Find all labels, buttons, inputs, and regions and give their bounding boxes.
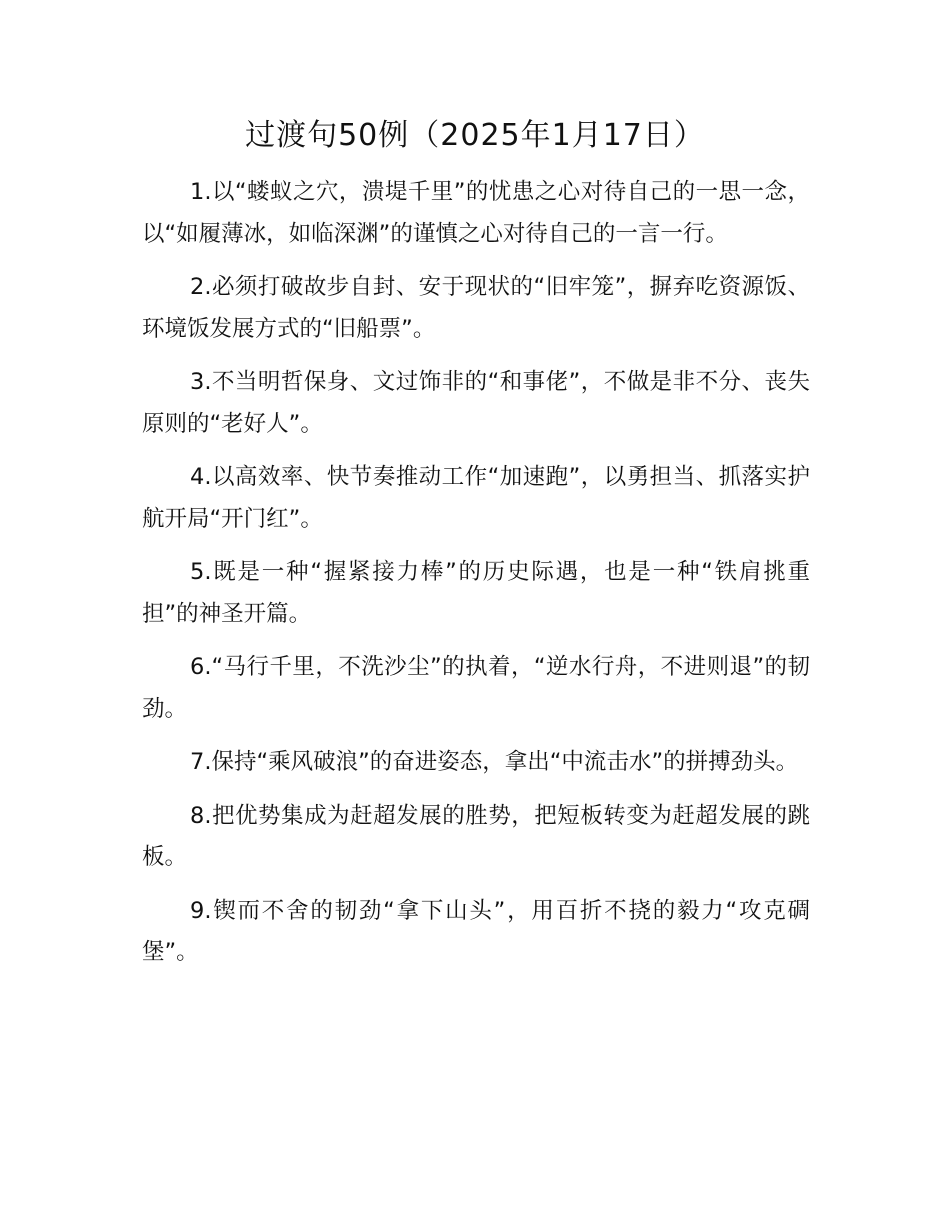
list-item-1: 1.以“蝼蚁之穴，溃堤千里”的忧患之心对待自己的一思一念，以“如履薄冰，如临深渊”的谨慎之心对待自己的一言一行。 [142,179,810,247]
list-item-6: 6.“马行千里，不洗沙尘”的执着，“逆水行舟，不进则退”的韧劲。 [142,654,810,722]
list-item-7: 7.保持“乘风破浪”的奋进姿态，拿出“中流击水”的拼搏劲头。 [190,749,799,775]
page-title: 过渡句50例（2025年1月17日） [245,118,705,153]
list-item-2: 2.必须打破故步自封、安于现状的“旧牢笼”，摒弃吃资源饭、环境饭发展方式的“旧船票”。 [142,274,810,342]
list-item-8: 8.把优势集成为赶超发展的胜势，把短板转变为赶超发展的跳板。 [142,802,810,870]
document-body [142,172,810,986]
list-item-9: 9.锲而不舍的韧劲“拿下山头”，用百折不挠的毅力“攻克碉堡”。 [142,897,810,965]
list-item-4: 4.以高效率、快节奏推动工作“加速跑”，以勇担当、抓落实护航开局“开门红”。 [142,464,810,532]
list-item-3: 3.不当明哲保身、文过饰非的“和事佬”，不做是非不分、丧失原则的“老好人”。 [142,369,810,437]
list-item-5: 5.既是一种“握紧接力棒”的历史际遇，也是一种“铁肩挑重担”的神圣开篇。 [142,559,810,627]
